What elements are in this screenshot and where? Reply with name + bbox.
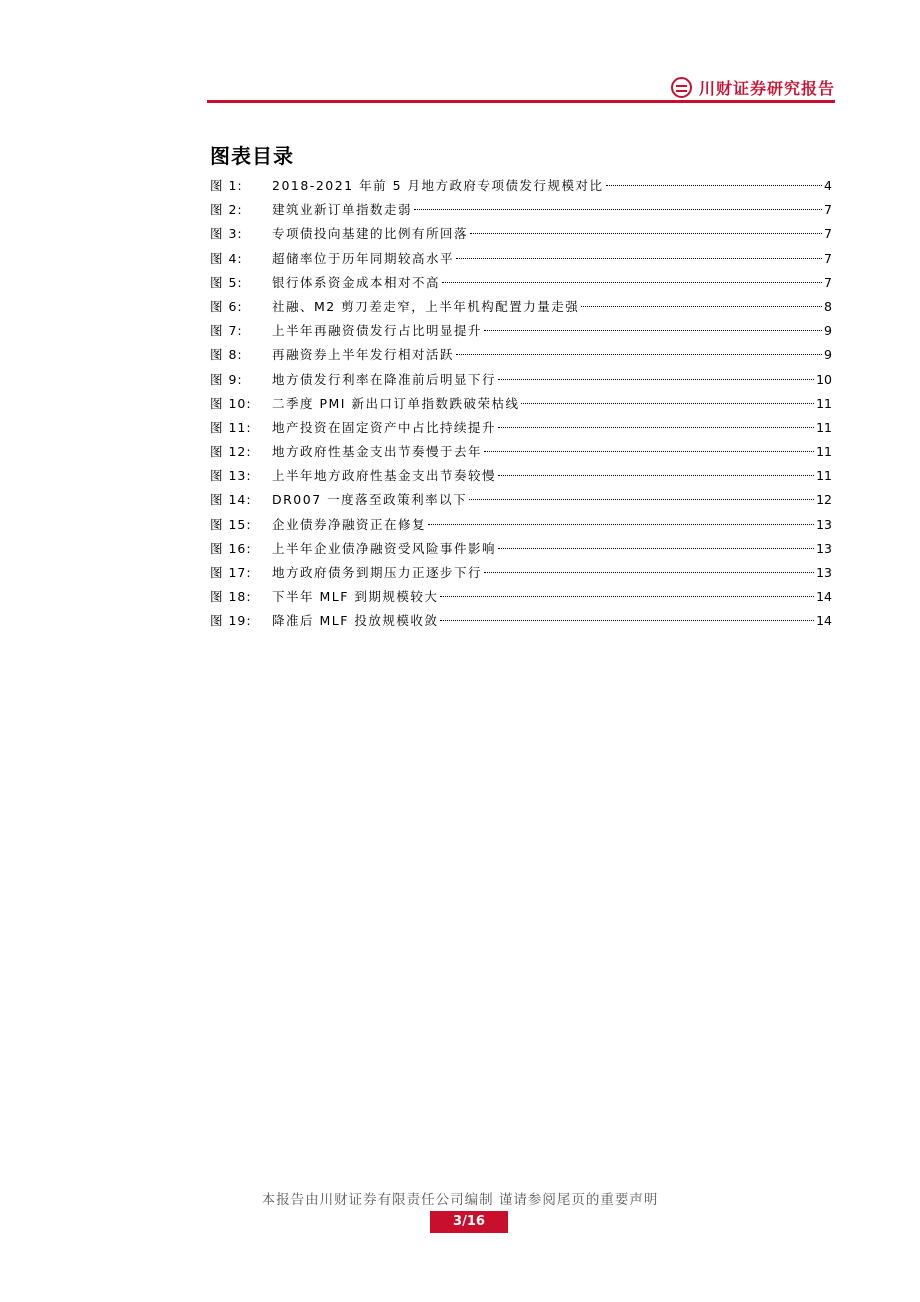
toc-entry-title: 社融、M2 剪刀差走窄，上半年机构配置力量走强 [272, 298, 580, 314]
toc-entry-label: 图 8: [210, 347, 243, 363]
toc-entry[interactable] [210, 249, 832, 273]
toc-leader-dots [456, 258, 822, 259]
toc-entry-label: 图 15: [210, 516, 252, 532]
toc-entry[interactable] [210, 490, 832, 514]
toc-entry-title: 降准后 MLF 投放规模收敛 [272, 613, 439, 629]
toc-entry[interactable] [210, 394, 832, 418]
toc-entry-label: 图 17: [210, 565, 252, 580]
brand-logo-icon [671, 77, 692, 98]
toc-entry-title: 地方债发行利率在降准前后明显下行 [272, 371, 497, 387]
toc-entry-label: 图 3: [210, 226, 243, 242]
toc-list [210, 176, 832, 636]
toc-leader-dots [498, 475, 814, 476]
page-header [207, 70, 835, 104]
page-number: 3/16 [430, 1211, 508, 1233]
toc-entry-title: 上半年地方政府性基金支出节奏较慢 [272, 468, 497, 484]
toc-entry-page: 14 [816, 613, 832, 629]
toc-leader-dots [581, 306, 822, 307]
toc-entry-label: 图 10: [210, 395, 252, 411]
toc-leader-dots [498, 379, 814, 380]
toc-entry-title: DR007 一度落至政策利率以下 [272, 492, 468, 508]
toc-leader-dots [456, 354, 822, 355]
brand-name: 川财证券研究报告 [698, 79, 835, 98]
footer-disclaimer: 本报告由川财证券有限责任公司编制 谨请参阅尾页的重要声明 [261, 1192, 659, 1208]
toc-entry-title: 二季度 PMI 新出口订单指数跌破荣枯线 [272, 395, 520, 411]
toc-entry[interactable] [210, 418, 832, 442]
toc-leader-dots [428, 524, 814, 525]
toc-leader-dots [470, 233, 822, 234]
toc-entry-label: 图 16: [210, 540, 252, 556]
toc-entry-label: 图 7: [210, 323, 243, 339]
toc-leader-dots [469, 499, 814, 500]
toc-entry-label: 图 6: [210, 298, 243, 314]
toc-entry-page: 13 [816, 516, 832, 532]
toc-entry[interactable] [210, 321, 832, 345]
toc-entry-page: 7 [824, 202, 832, 218]
toc-entry-page: 7 [824, 250, 832, 266]
toc-leader-dots [484, 451, 814, 452]
toc-entry-title: 上半年再融资债发行占比明显提升 [272, 323, 483, 339]
toc-entry-page: 12 [816, 492, 832, 508]
toc-entry-page: 9 [824, 347, 832, 363]
toc-entry[interactable] [210, 273, 832, 297]
toc-entry-page: 10 [816, 371, 832, 387]
toc-entry-label: 图 5: [210, 274, 243, 290]
toc-entry-label: 图 1: [210, 178, 243, 193]
toc-entry[interactable] [210, 442, 832, 466]
toc-entry[interactable] [210, 539, 832, 563]
toc-entry-label: 图 11: [210, 419, 252, 435]
toc-entry-page: 7 [824, 226, 832, 242]
toc-entry[interactable] [210, 176, 832, 200]
toc-entry-title: 专项债投向基建的比例有所回落 [272, 226, 469, 242]
toc-entry[interactable] [210, 297, 832, 321]
toc-entry-label: 图 9: [210, 371, 243, 387]
toc-leader-dots [440, 620, 814, 621]
toc-entry-page: 14 [816, 589, 832, 605]
toc-entry[interactable] [210, 224, 832, 248]
toc-entry[interactable] [210, 200, 832, 224]
toc-entry-title: 地方政府性基金支出节奏慢于去年 [272, 444, 483, 460]
header-divider [207, 100, 835, 103]
toc-entry-title: 2018-2021 年前 5 月地方政府专项债发行规模对比 [272, 178, 604, 193]
toc-leader-dots [498, 427, 814, 428]
toc-title: 图表目录 [210, 144, 294, 168]
toc-entry[interactable] [210, 345, 832, 369]
toc-entry-label: 图 19: [210, 613, 252, 629]
toc-leader-dots [606, 185, 823, 186]
toc-entry-page: 13 [816, 565, 832, 580]
toc-entry[interactable] [210, 587, 832, 611]
toc-entry-title: 再融资券上半年发行相对活跃 [272, 347, 455, 363]
toc-entry-label: 图 2: [210, 202, 243, 218]
toc-leader-dots [484, 330, 822, 331]
toc-entry-label: 图 4: [210, 250, 243, 266]
toc-leader-dots [498, 548, 814, 549]
toc-entry-title: 银行体系资金成本相对不高 [272, 274, 441, 290]
toc-entry-title: 上半年企业债净融资受风险事件影响 [272, 540, 497, 556]
toc-leader-dots [442, 282, 822, 283]
toc-entry-page: 11 [816, 419, 832, 435]
toc-entry-title: 下半年 MLF 到期规模较大 [272, 589, 439, 605]
toc-entry-title: 地方政府债务到期压力正逐步下行 [272, 565, 483, 580]
toc-entry-page: 11 [816, 468, 832, 484]
toc-entry-page: 11 [816, 395, 832, 411]
toc-entry[interactable] [210, 515, 832, 539]
toc-entry-page: 7 [824, 274, 832, 290]
toc-entry-page: 13 [816, 540, 832, 556]
toc-entry-title: 企业债券净融资正在修复 [272, 516, 427, 532]
toc-entry[interactable] [210, 563, 832, 587]
toc-entry-label: 图 18: [210, 589, 252, 605]
toc-entry[interactable] [210, 370, 832, 394]
toc-entry-page: 4 [824, 178, 832, 193]
toc-entry-label: 图 14: [210, 492, 252, 508]
brand [671, 76, 835, 99]
toc-entry-page: 8 [824, 298, 832, 314]
toc-leader-dots [440, 596, 814, 597]
toc-entry-title: 地产投资在固定资产中占比持续提升 [272, 419, 497, 435]
toc-entry[interactable] [210, 466, 832, 490]
toc-leader-dots [414, 209, 822, 210]
toc-entry-title: 超储率位于历年同期较高水平 [272, 250, 455, 266]
toc-leader-dots [484, 572, 814, 573]
toc-entry[interactable] [210, 611, 832, 635]
toc-entry-label: 图 13: [210, 468, 252, 484]
toc-entry-title: 建筑业新订单指数走弱 [272, 202, 413, 218]
toc-entry-page: 11 [816, 444, 832, 460]
toc-leader-dots [521, 403, 814, 404]
toc-entry-page: 9 [824, 323, 832, 339]
toc-entry-label: 图 12: [210, 444, 252, 460]
